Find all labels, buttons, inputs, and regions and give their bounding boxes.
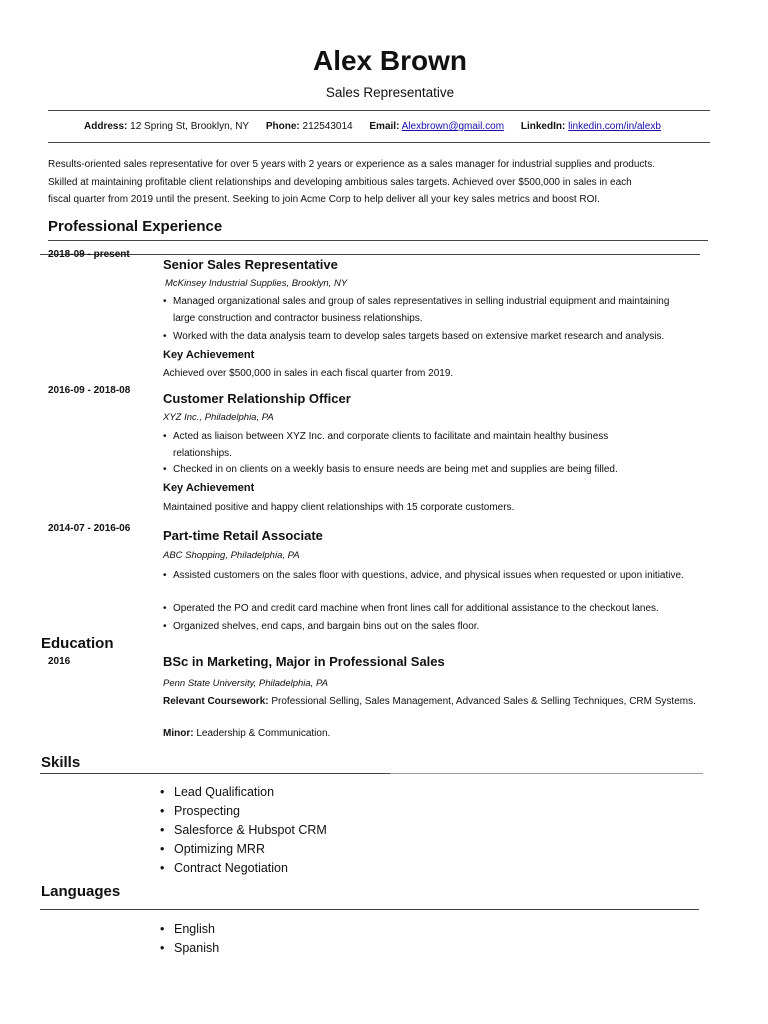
job-bullet: • Checked in on clients on a weekly basis to ensure needs are being met and supplies are being filled. xyxy=(163,461,733,478)
skill-item: • Optimizing MRR xyxy=(174,842,265,856)
degree: BSc in Marketing, Major in Professional Sales xyxy=(163,654,445,669)
key-achievement-text: Maintained positive and happy client relationships with 15 corporate customers. xyxy=(163,502,515,513)
section-heading-education: Education xyxy=(41,635,114,652)
job-dates: 2014-07 - 2016-06 xyxy=(48,523,131,534)
job-dates: 2018-09 - present xyxy=(48,249,130,260)
skill-item: • Lead Qualification xyxy=(174,785,274,799)
coursework-text: Professional Selling, Sales Management, Advanced Sales & Selling Techniques, CRM Systems. xyxy=(271,696,696,707)
key-achievement-text: Achieved over $500,000 in sales in each fiscal quarter from 2019. xyxy=(163,368,454,379)
language-item: • English xyxy=(174,922,215,936)
minor-text: Leadership & Communication. xyxy=(196,728,331,739)
email-label: Email: xyxy=(369,121,400,132)
job-title-entry: Senior Sales Representative xyxy=(163,257,338,272)
address-value: 12 Spring St, Brooklyn, NY xyxy=(130,121,250,132)
skill-item: • Salesforce & Hubspot CRM xyxy=(174,823,327,837)
job-bullet: • Operated the PO and credit card machine when front lines call for additional assistance to the checkout lanes. xyxy=(163,600,733,617)
skills-divider xyxy=(40,773,390,774)
skill-item: • Prospecting xyxy=(174,804,240,818)
section-heading-skills: Skills xyxy=(41,754,81,771)
coursework-label: Relevant Coursework: xyxy=(163,696,269,707)
minor xyxy=(163,728,330,739)
job-bullet: • Organized shelves, end caps, and bargain bins out on the sales floor. xyxy=(163,618,733,635)
summary-line: Results-oriented sales representative for over 5 years with 2 years or experience as a sales manager for industrial supplies and products. xyxy=(48,159,655,170)
skills-divider-light xyxy=(390,773,703,774)
contact-line xyxy=(84,121,661,132)
email-link[interactable]: Alexbrown@gmail.com xyxy=(401,121,505,132)
key-achievement-label: Key Achievement xyxy=(163,349,255,361)
company-name: XYZ Inc., Philadelphia, PA xyxy=(163,412,274,423)
phone-value: 212543014 xyxy=(302,121,353,132)
job-title-entry: Customer Relationship Officer xyxy=(163,391,351,406)
job-bullet: • Worked with the data analysis team to develop sales targets based on extensive market research and analysis. xyxy=(163,328,733,345)
experience-divider-2 xyxy=(40,254,700,255)
key-achievement-label: Key Achievement xyxy=(163,482,255,494)
school-name: Penn State University, Philadelphia, PA xyxy=(163,678,328,689)
summary-line: fiscal quarter from 2019 until the present. Seeking to join Acme Corp to help deliver all your key sales metrics and boost ROI. xyxy=(48,194,600,205)
job-bullet: • Assisted customers on the sales floor with questions, advice, and physical issues when requested or upon initiative. xyxy=(163,567,703,584)
languages-divider xyxy=(40,909,699,910)
skill-item: • Contract Negotiation xyxy=(174,861,288,875)
linkedin-link[interactable]: linkedin.com/in/alexb xyxy=(568,121,661,132)
job-bullet: • Acted as liaison between XYZ Inc. and corporate clients to facilitate and maintain healthy business relationships. xyxy=(163,428,663,462)
section-heading-languages: Languages xyxy=(41,883,121,900)
language-item: • Spanish xyxy=(174,941,219,955)
education-year: 2016 xyxy=(48,656,71,667)
linkedin-label: LinkedIn: xyxy=(520,121,566,132)
job-title: Sales Representative xyxy=(325,85,455,100)
minor-label: Minor: xyxy=(163,728,194,739)
section-heading-experience: Professional Experience xyxy=(48,218,223,235)
summary-line: Skilled at maintaining profitable client relationships and developing ambitious sales targets. Achieved over $500,000 in sales in each xyxy=(48,176,632,188)
contact-divider xyxy=(48,142,710,143)
summary xyxy=(48,156,712,209)
phone-label: Phone: xyxy=(265,121,300,132)
address-label: Address: xyxy=(84,121,128,132)
experience-divider xyxy=(48,240,708,241)
header-divider xyxy=(48,110,710,111)
coursework xyxy=(163,693,718,710)
company-name: McKinsey Industrial Supplies, Brooklyn, NY xyxy=(165,278,348,289)
job-bullet: • Managed organizational sales and group of sales representatives in selling industrial equipment and maintaining large construction and contractor business relationships. xyxy=(163,293,673,327)
candidate-name: Alex Brown xyxy=(312,45,468,76)
job-dates: 2016-09 - 2018-08 xyxy=(48,385,131,396)
company-name: ABC Shopping, Philadelphia, PA xyxy=(163,550,300,561)
job-title-entry: Part-time Retail Associate xyxy=(163,528,323,543)
